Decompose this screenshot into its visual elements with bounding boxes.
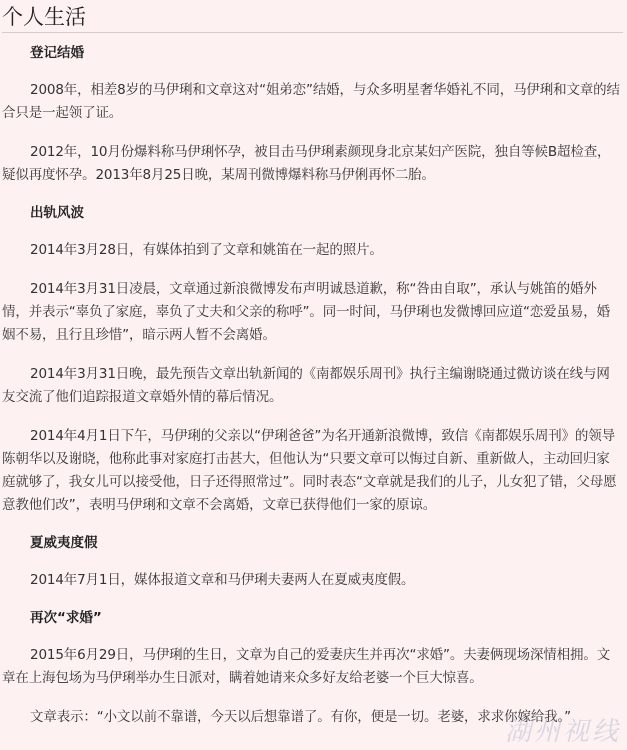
paragraph: 文章表示：“小文以前不靠谱，今天以后想靠谱了。有你，便是一切。老婆，求求你嫁给我。”: [30, 709, 571, 725]
section-marriage: [2, 44, 627, 187]
section-affair: [2, 204, 627, 517]
paragraph: 2014年7月1日，媒体报道文章和马伊琍夫妻两人在夏威夷度假。: [30, 572, 415, 588]
watermark-logo: 湖州视线: [504, 717, 621, 747]
paragraph: 2014年4月1日下午，马伊琍的父亲以“伊琍爸爸”为名开通新浪微博，致信《南都娱乐周刊》的领导陈朝华以及谢晓，他称此事对家庭打击甚大，但他认为“只要文章可以悔过自新、重新做人，主动回归家庭就够了，我女儿可以接受他，日子还得照常过”。同时表态“文章就是我们的儿子，儿女犯了错，父母愿意教他们改”，表明马伊琍和文章不会离婚，文章已获得他们一家的原谅。: [2, 428, 617, 513]
paragraph: 2014年3月31日凌晨，文章通过新浪微博发布声明诚恳道歉，称“咎由自取”，承认与姚笛的婚外情，并表示“辜负了家庭，辜负了丈夫和父亲的称呼”。同一时间，马伊琍也发微博回应道“恋爱虽易，婚姻不易，且行且珍惜”，暗示两人暂不会离婚。: [2, 281, 610, 343]
paragraph: 2008年，相差8岁的马伊琍和文章这对“姐弟恋”结婚，与众多明星奢华婚礼不同，马伊琍和文章的结合只是一起领了证。: [2, 82, 620, 121]
section-heading: 再次“求婚”: [30, 610, 102, 626]
section-heading: 夏威夷度假: [30, 535, 98, 551]
paragraph: 2012年，10月份爆料称马伊琍怀孕，被目击马伊琍素颜现身北京某妇产医院，独自等候B超检查，疑似再度怀孕。2013年8月25日晚，某周刊微博爆料称马伊俐再怀二胎。: [2, 144, 611, 183]
section-heading: 登记结婚: [30, 45, 84, 61]
paragraph: 2014年3月28日，有媒体拍到了文章和姚笛在一起的照片。: [30, 242, 383, 258]
section-heading: 出轨风波: [30, 205, 84, 221]
paragraph: 2014年3月31日晚，最先预告文章出轨新闻的《南都娱乐周刊》执行主编谢晓通过微访谈在线与网友交流了他们追踪报道文章婚外情的幕后情况。: [2, 366, 610, 405]
page-title: 个人生活: [2, 0, 623, 33]
section-hawaii: [2, 534, 627, 592]
paragraph: 2015年6月29日，马伊琍的生日，文章为自己的爱妻庆生并再次“求婚”。夫妻俩现场深情相拥。文章在上海包场为马伊琍举办生日派对，瞒着她请来众多好友给老婆一个巨大惊喜。: [2, 647, 611, 686]
